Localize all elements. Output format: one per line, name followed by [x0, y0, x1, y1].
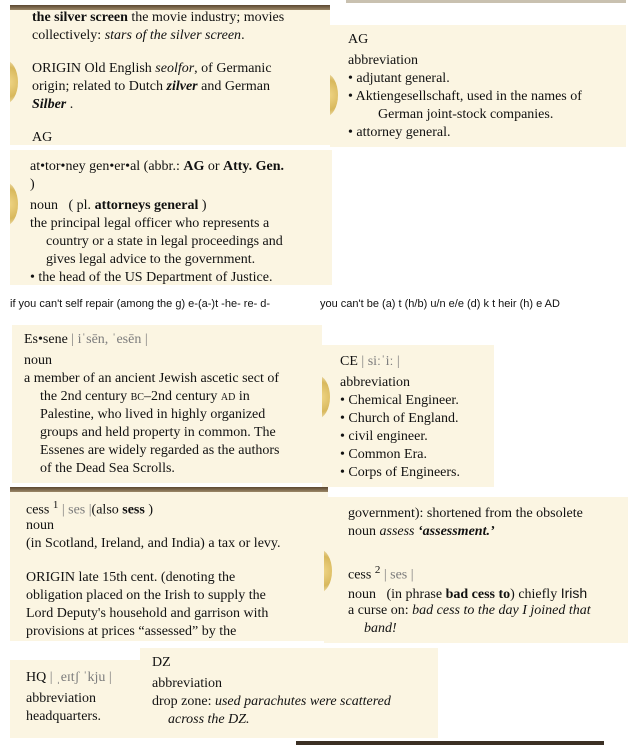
top-right-edge-bar	[346, 0, 626, 3]
cess1-homograph: 1	[52, 499, 59, 511]
ag-pos: abbreviation	[348, 53, 418, 68]
silver-example: stars of the silver screen	[104, 28, 242, 43]
attorney-plural: attorneys general	[94, 198, 199, 213]
essene-def-line6: of the Dead Sea Scrolls.	[40, 461, 175, 476]
note-left: if you can't self repair (among the g) e-(a-)t -he- re- d-	[10, 298, 271, 310]
ce-sense4-text: Common Era.	[348, 447, 427, 462]
attorney-abbr1: AG	[183, 159, 205, 174]
cess1-also-close: )	[148, 502, 153, 518]
cess1-pron: | ses |	[61, 502, 92, 518]
essene-era-ad: AD	[220, 392, 236, 403]
silver-headphrase: the silver screen	[32, 10, 128, 25]
ag-sense2-cont: German joint-stock companies.	[378, 107, 554, 122]
attorney-def-line2: country or a state in legal proceedings and	[46, 234, 283, 249]
card-page-curl	[322, 375, 330, 419]
cess2-example-cont	[364, 620, 397, 638]
next-headword-ag: AG	[32, 130, 53, 145]
dz-example-cont	[168, 711, 250, 729]
card-page-curl	[330, 73, 338, 117]
hq-pos: abbreviation	[26, 691, 96, 706]
ag-sense1-text: adjutant general.	[356, 71, 450, 86]
ag-headword: AG	[348, 32, 369, 47]
essene-card	[12, 325, 322, 483]
bottom-edge-bar	[296, 741, 604, 745]
cess1-origin-line3: Lord Deputy's household and garrison with	[26, 606, 269, 621]
cess2-homograph: 2	[374, 564, 381, 576]
ce-headline	[340, 353, 400, 371]
essene-era-bc: BC	[130, 392, 144, 403]
dz-def-prefix: drop zone:	[152, 694, 212, 709]
silver-origin-line2	[32, 78, 270, 96]
essene-def-part3: in	[238, 389, 250, 404]
card-page-curl	[10, 60, 18, 104]
cess2-pron: | ses |	[383, 567, 414, 583]
cess1-pos: noun	[26, 518, 54, 533]
cess2-cont-word: assess	[379, 524, 415, 539]
cess1-origin-line1: ORIGIN late 15th cent. (denoting the	[26, 570, 236, 585]
attorney-plural-close: )	[201, 198, 207, 213]
essene-headword: Es•sene	[24, 332, 68, 347]
origin-text3: origin; related to Dutch	[32, 79, 164, 94]
attorney-headword: at•tor•ney gen•er•al	[30, 159, 141, 174]
ce-headword: CE	[340, 354, 358, 369]
attorney-general-card	[10, 150, 332, 285]
ce-sense3-text: civil engineer.	[348, 429, 428, 444]
silver-period: .	[241, 28, 245, 43]
essene-def-line2	[40, 388, 250, 407]
cess2-phrase-prefix: (in phrase	[386, 587, 443, 602]
dz-card	[140, 648, 438, 738]
dz-def	[152, 693, 391, 711]
attorney-plural-prefix: ( pl.	[68, 198, 92, 213]
hq-def: headquarters.	[26, 709, 102, 724]
cess1-also-prefix: (also	[91, 502, 119, 518]
attorney-pos: noun	[30, 198, 58, 213]
cess2-phrase-suffix: ) chiefly	[510, 587, 558, 602]
cess2-headword: cess	[348, 567, 372, 583]
silver-def-text: the movie industry; movies	[131, 10, 285, 25]
essene-def-part2: –2nd century	[143, 389, 218, 404]
cess2-card	[324, 497, 628, 643]
silver-def-line1	[32, 9, 284, 27]
cess2-sense-line	[348, 584, 587, 604]
hq-headline	[26, 669, 112, 687]
essene-def-part1: the 2nd century	[40, 389, 128, 404]
cess2-pos: noun	[348, 587, 376, 602]
card-page-curl	[324, 549, 332, 593]
cess2-cont-prefix: noun	[348, 524, 376, 539]
cess2-example2: band!	[364, 621, 397, 636]
ag-sense2: • Aktiengesellschaft, used in the names of	[348, 89, 582, 104]
cess1-origin-line4: provisions at prices “assessed” by the	[26, 624, 237, 639]
origin-dutch-word: zilver	[166, 79, 198, 94]
silver-def-text2: collectively:	[32, 28, 102, 43]
silver-origin-line3	[32, 96, 73, 114]
essene-def-line5: Essenes are widely regarded as the authors	[40, 443, 280, 458]
essene-def-line3: Palestine, who lived in highly organized	[40, 407, 266, 422]
attorney-abbr2: Atty. Gen.	[223, 159, 285, 174]
attorney-abbr-or: or	[207, 159, 220, 174]
ce-sense2: • Church of England.	[340, 411, 459, 426]
hq-pron: | ˌeɪtʃ ˈkju |	[49, 670, 112, 685]
silver-origin-line1	[32, 60, 272, 78]
attorney-sense2: • the head of the US Department of Justice.	[30, 270, 273, 285]
card-page-curl	[10, 182, 18, 226]
cess1-card	[10, 487, 328, 641]
origin-text: Old English	[84, 61, 152, 76]
hq-headword: HQ	[26, 670, 47, 685]
cess2-region: Irish	[560, 585, 588, 601]
dz-pos: abbreviation	[152, 676, 222, 691]
silver-def-line2	[32, 27, 245, 45]
essene-def-line4: groups and held property in common. The	[40, 425, 276, 440]
card-top-edge	[10, 487, 328, 492]
dz-headword: DZ	[152, 655, 171, 670]
cess2-cont-gloss: ‘assessment.’	[418, 524, 495, 539]
origin-text2: , of Germanic	[194, 61, 272, 76]
dz-example1: used parachutes were scattered	[214, 694, 391, 709]
ce-sense4: • Common Era.	[340, 447, 427, 462]
origin-label: ORIGIN	[32, 61, 81, 76]
attorney-pos-line	[30, 197, 207, 215]
cess2-phrase: bad cess to	[445, 587, 511, 602]
origin-word: seolfor	[155, 61, 195, 76]
ce-sense5: • Corps of Engineers.	[340, 465, 460, 480]
ce-sense2-text: Church of England.	[348, 411, 459, 426]
ce-sense5-text: Corps of Engineers.	[348, 465, 460, 480]
attorney-abbr-close: )	[30, 177, 35, 192]
cess1-variant: sess	[122, 502, 145, 518]
cess1-origin-line2: obligation placed on the Irish to supply the	[26, 588, 266, 603]
attorney-headline	[30, 158, 284, 176]
dz-example2: across the DZ.	[168, 712, 250, 727]
ce-pos: abbreviation	[340, 375, 410, 390]
ag-sense2-text: Aktiengesellschaft, used in the names of	[355, 89, 582, 104]
origin-german-word: Silber	[32, 97, 67, 112]
cess1-headword: cess	[26, 502, 50, 518]
essene-headline	[24, 331, 148, 349]
origin-period: .	[69, 97, 74, 112]
origin-text4: and German	[201, 79, 270, 94]
attorney-def-line1: the principal legal officer who represents a	[30, 216, 270, 231]
cess2-example: bad cess to the day I joined that	[412, 603, 591, 618]
attorney-def-line3: gives legal advice to the government.	[46, 252, 256, 267]
note-right: you can't be (a) t (h/b) u/n e/e (d) k t heir (h) e AD	[320, 298, 560, 310]
ag-sense1: • adjutant general.	[348, 71, 450, 86]
ag-sense3: • attorney general.	[348, 125, 451, 140]
essene-def-line1: a member of an ancient Jewish ascetic sect of	[24, 371, 280, 386]
ce-pron: | siːˈiː |	[361, 354, 400, 369]
ce-sense1-text: Chemical Engineer.	[348, 393, 459, 408]
cess2-continuation1: government): shortened from the obsolete	[348, 506, 583, 521]
cess2-def-prefix: a curse on:	[348, 603, 409, 618]
ce-sense3: • civil engineer.	[340, 429, 428, 444]
cess2-continuation2	[348, 523, 495, 541]
hq-card	[10, 660, 140, 738]
cess2-headline	[348, 561, 414, 585]
ag-sense3-text: attorney general.	[356, 125, 451, 140]
essene-pron: | iˈsēn, ˈesēn |	[71, 332, 148, 347]
attorney-abbr-prefix: (abbr.:	[143, 159, 180, 174]
ce-sense1: • Chemical Engineer.	[340, 393, 459, 408]
essene-pos: noun	[24, 353, 52, 368]
ce-card	[322, 345, 494, 487]
silver-screen-card	[10, 5, 330, 145]
cess2-def	[348, 602, 591, 620]
cess1-def: (in Scotland, Ireland, and India) a tax or levy.	[26, 536, 281, 551]
ag-card	[330, 25, 626, 147]
